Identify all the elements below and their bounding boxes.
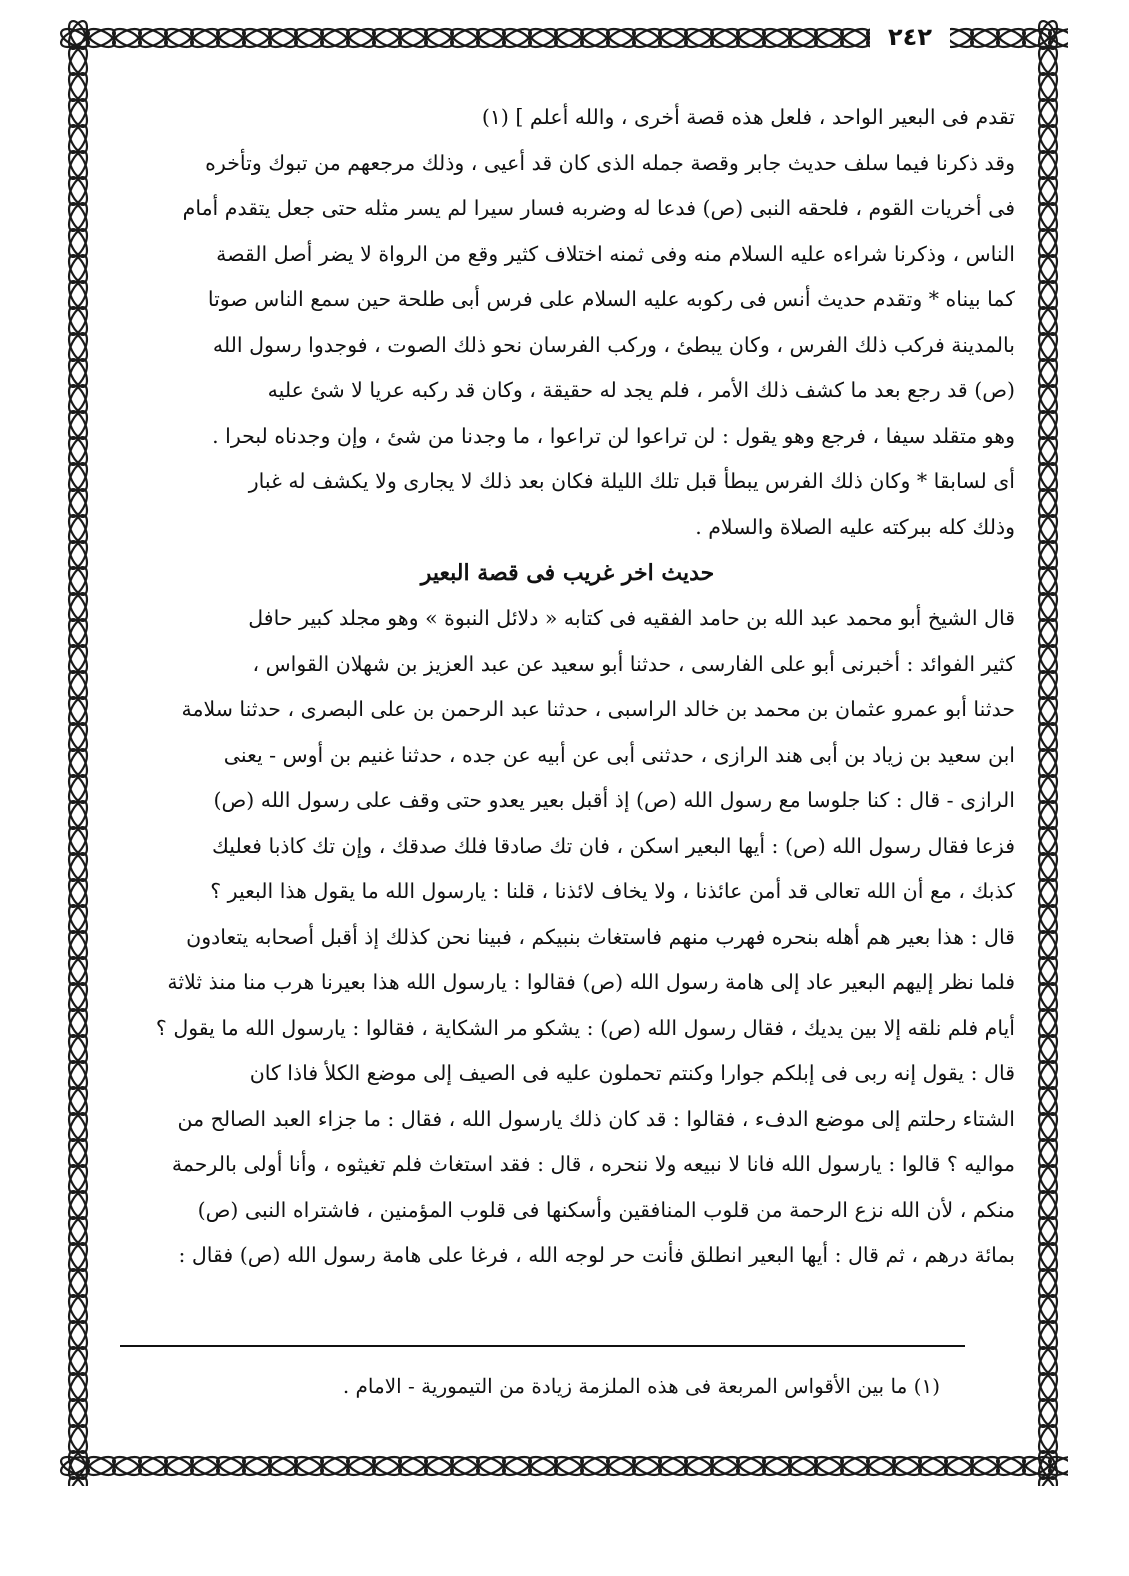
- text-line: كثير الفوائد : أخبرنى أبو على الفارسى ، حدثنا أبو سعيد عن عبد العزيز بن شهلان القواس ،: [252, 651, 1015, 676]
- bottom-border-ornament: [58, 1446, 1068, 1486]
- text-line: فى أخريات القوم ، فلحقه النبى (ص) فدعا له وضربه فسار سيرا لم يسر مثله حتى جعل يتقدم أمام: [182, 196, 1015, 220]
- text-line: تقدم فى البعير الواحد ، فلعل هذه قصة أخرى ، والله أعلم ] (١): [481, 105, 1015, 129]
- page-number: ٢٤٢: [870, 22, 950, 52]
- page-body: [120, 95, 1015, 1279]
- text-line: وهو متقلد سيفا ، فرجع وهو يقول : لن تراعوا لن تراعوا ، ما وجدنا من شئ ، وإن وجدناه لبحرا .: [212, 423, 1015, 448]
- text-line: قال : هذا بعير هم أهله بنحره فهرب منهم فاستغاث بنبيكم ، فبينا نحن كذلك إذ أقبل أصحابه يتعادون: [186, 924, 1015, 949]
- text-line: بمائة درهم ، ثم قال : أيها البعير انطلق فأنت حر لوجه الله ، فرغا على هامة رسول الله (ص) فقال :: [178, 1243, 1015, 1267]
- text-line: الرازى - قال : كنا جلوسا مع رسول الله (ص) إذ أقبل بعير يعدو حتى وقف على رسول الله (ص): [213, 788, 1015, 812]
- section-heading: حديث اخر غريب فى قصة البعير: [420, 560, 715, 586]
- footnote-divider: [120, 1345, 965, 1347]
- text-line: فلما نظر إليهم البعير عاد إلى هامة رسول الله (ص) فقالوا : يارسول الله هذا بعيرنا هرب منا منذ ثلاثة: [167, 970, 1015, 994]
- text-line: وذلك كله ببركته عليه الصلاة والسلام .: [695, 514, 1015, 539]
- left-border-ornament: [58, 18, 98, 1486]
- text-line: كما بيناه * وتقدم حديث أنس فى ركوبه عليه السلام على فرس أبى طلحة حين سمع الناس صوتا: [207, 287, 1015, 311]
- text-line: مواليه ؟ قالوا : يارسول الله فانا لا نبيعه ولا ننحره ، قال : فقد استغاث فلم تغيثوه ، وأنا أولى بالرحمة: [171, 1152, 1015, 1176]
- text-line: قال : يقول إنه ربى فى إبلكم جوارا وكنتم تحملون عليه فى الصيف إلى موضع الكلأ فاذا كان: [249, 1061, 1015, 1085]
- text-line: أى لسابقا * وكان ذلك الفرس يبطأ قبل تلك الليلة فكان بعد ذلك لا يجارى ولا يكشف له غبار: [248, 469, 1015, 493]
- text-line: كذبك ، مع أن الله تعالى قد أمن عائذنا ، ولا يخاف لائذنا ، قلنا : يارسول الله ما يقول هذا البعير ؟: [210, 879, 1015, 903]
- text-line: أيام فلم نلقه إلا بين يديك ، فقال رسول الله (ص) : يشكو مر الشكاية ، فقالوا : يارسول الله ما يقول ؟: [155, 1015, 1015, 1040]
- text-line: حدثنا أبو عمرو عثمان بن محمد بن خالد الراسبى ، حدثنا عبد الرحمن بن على البصرى ، حدثنا سلامة: [181, 697, 1015, 721]
- text-line: بالمدينة فركب ذلك الفرس ، وكان يبطئ ، وركب الفرسان نحو ذلك الصوت ، فوجدوا رسول الله: [212, 332, 1015, 357]
- text-line: فزعا فقال رسول الله (ص) : أيها البعير اسكن ، فان تك صادقا فلك صدقك ، وإن تك كاذبا فعليك: [212, 833, 1015, 858]
- text-line: وقد ذكرنا فيما سلف حديث جابر وقصة جمله الذى كان قد أعيى ، وذلك مرجعهم من تبوك وتأخره: [205, 150, 1015, 175]
- text-line: الشتاء رحلتم إلى موضع الدفء ، فقالوا : قد كان ذلك يارسول الله ، فقال : ما جزاء العبد الصالح من: [177, 1106, 1015, 1131]
- text-line: قال الشيخ أبو محمد عبد الله بن حامد الفقيه فى كتابه « دلائل النبوة » وهو مجلد كبير حافل: [248, 606, 1015, 630]
- footnote: (١) ما بين الأقواس المربعة فى هذه الملزمة زيادة من التيمورية - الامام .: [342, 1374, 940, 1398]
- text-line: الناس ، وذكرنا شراءه عليه السلام منه وفى ثمنه اختلاف كثير وقع من الرواة لا يضر أصل القصة: [216, 241, 1015, 266]
- text-line: ابن سعيد بن زياد بن أبى هند الرازى ، حدثنى أبى عن أبيه عن جده ، حدثنا غنيم بن أوس - يعنى: [223, 742, 1015, 767]
- text-line: (ص) قد رجع بعد ما كشف ذلك الأمر ، فلم يجد له حقيقة ، وكان قد ركبه عريا لا شئ عليه: [267, 378, 1015, 402]
- text-line: منكم ، لأن الله نزع الرحمة من قلوب المنافقين وأسكنها فى قلوب المؤمنين ، فاشتراه النبى (ص): [197, 1197, 1015, 1222]
- right-border-ornament: [1028, 18, 1068, 1486]
